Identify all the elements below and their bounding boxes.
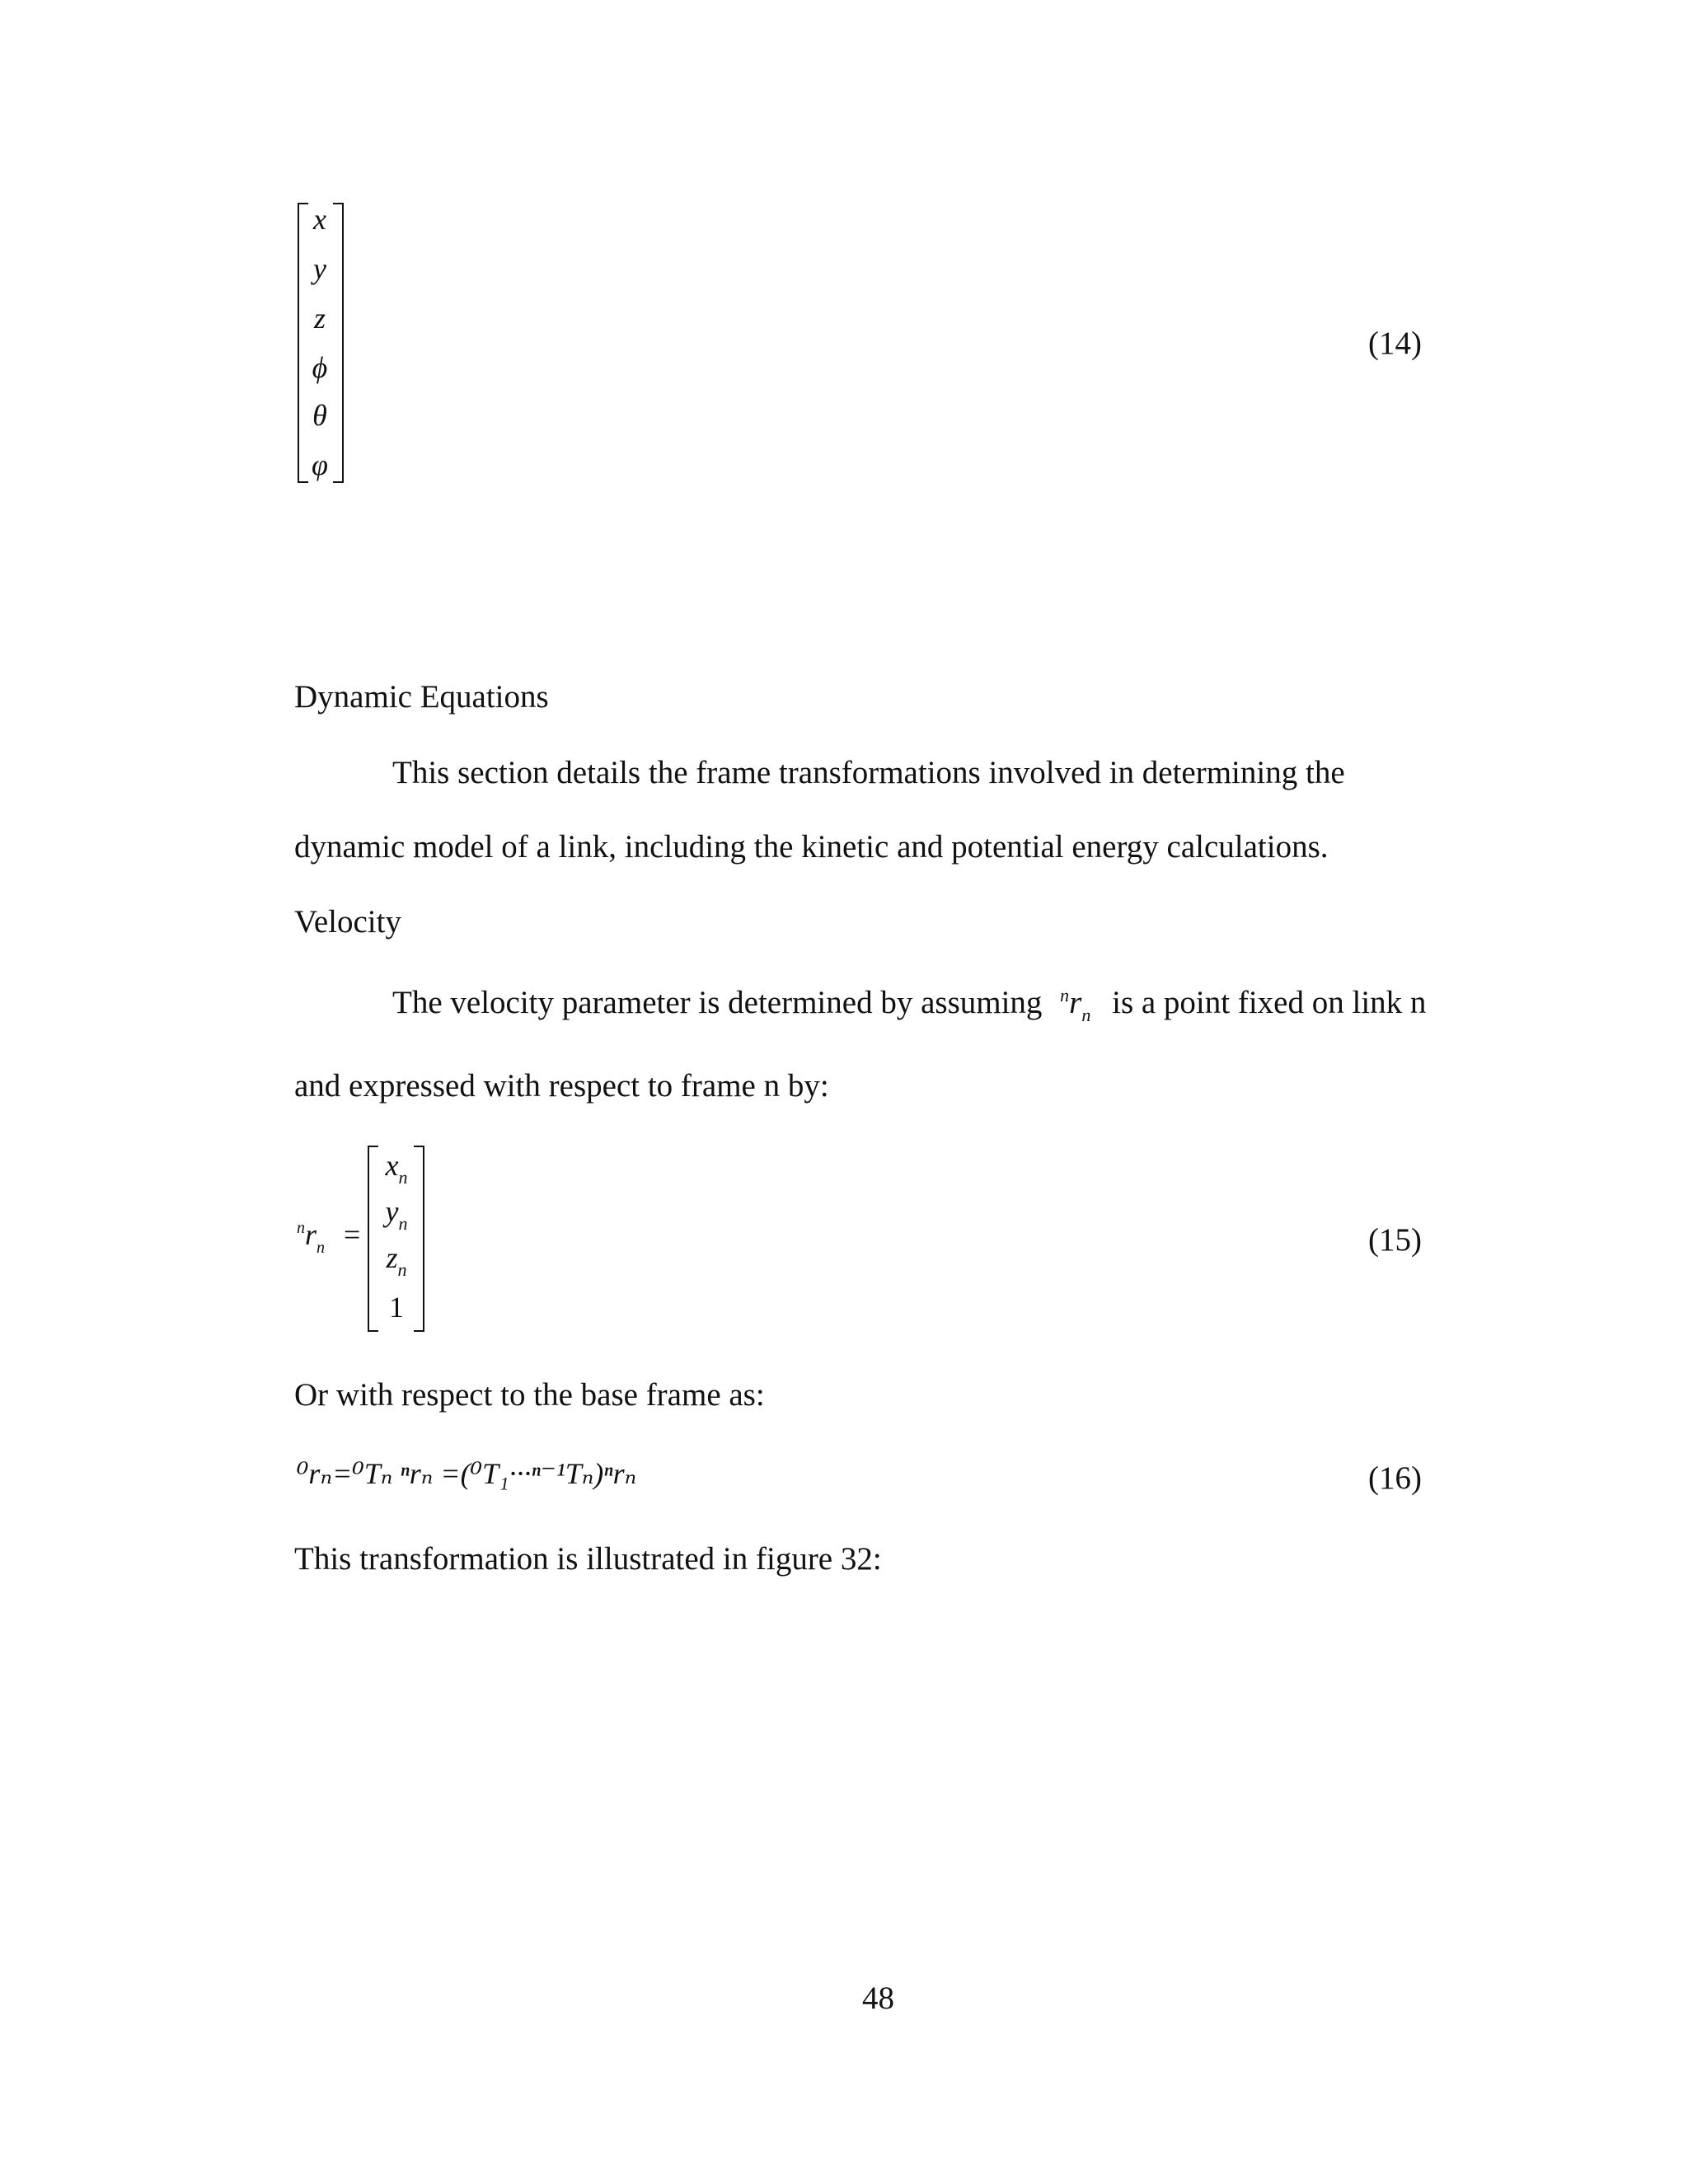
eq14-number: (14)	[1368, 326, 1422, 361]
section-heading: Dynamic Equations	[294, 679, 549, 715]
figure-reference-text: This transformation is illustrated in figure 32:	[294, 1541, 882, 1577]
eq15-entry: $x_n$	[385, 1149, 408, 1188]
inline-symbol: $^nr_n$	[1060, 985, 1091, 1025]
eq14-entry: θ	[312, 399, 327, 432]
eq15-entry: $z_n$	[386, 1241, 407, 1280]
paragraph1-line2: dynamic model of a link, including the kinetic and potential energy calculations.	[294, 829, 1329, 865]
eq16-expression: ⁰rₙ=⁰Tₙ ⁿrₙ =(⁰T₁···ⁿ⁻¹Tₙ)ⁿrₙ	[297, 1457, 637, 1490]
eq16-number: (16)	[1368, 1460, 1422, 1496]
paragraph1-line1: This section details the frame transformations involved in determining the	[392, 755, 1345, 790]
eq15-lhs: $^nr_n$ =	[297, 1218, 361, 1257]
paragraph2-text-after: is a point fixed on link n	[1112, 985, 1427, 1020]
eq14-entry: ϕ	[312, 351, 328, 384]
paragraph2-text-before: The velocity parameter is determined by assuming	[392, 985, 1043, 1020]
eq15-entry: 1	[389, 1291, 404, 1324]
eq14-left-bracket	[298, 203, 308, 483]
eq14-entry: y	[313, 252, 326, 285]
eq14-entry: z	[313, 302, 326, 335]
page-number: 48	[862, 1980, 894, 2016]
paragraph2-line1	[392, 985, 1427, 1025]
eq14-right-bracket	[333, 203, 344, 483]
eq14-entry: φ	[312, 448, 328, 481]
eq15-number: (15)	[1368, 1222, 1422, 1258]
paragraph2-line2: and expressed with respect to frame n by:	[294, 1068, 829, 1104]
subheading-velocity: Velocity	[294, 904, 401, 940]
eq14-entry: x	[313, 203, 326, 236]
eq15-entry: $y_n$	[385, 1195, 408, 1234]
base-frame-text: Or with respect to the base frame as:	[294, 1377, 765, 1413]
